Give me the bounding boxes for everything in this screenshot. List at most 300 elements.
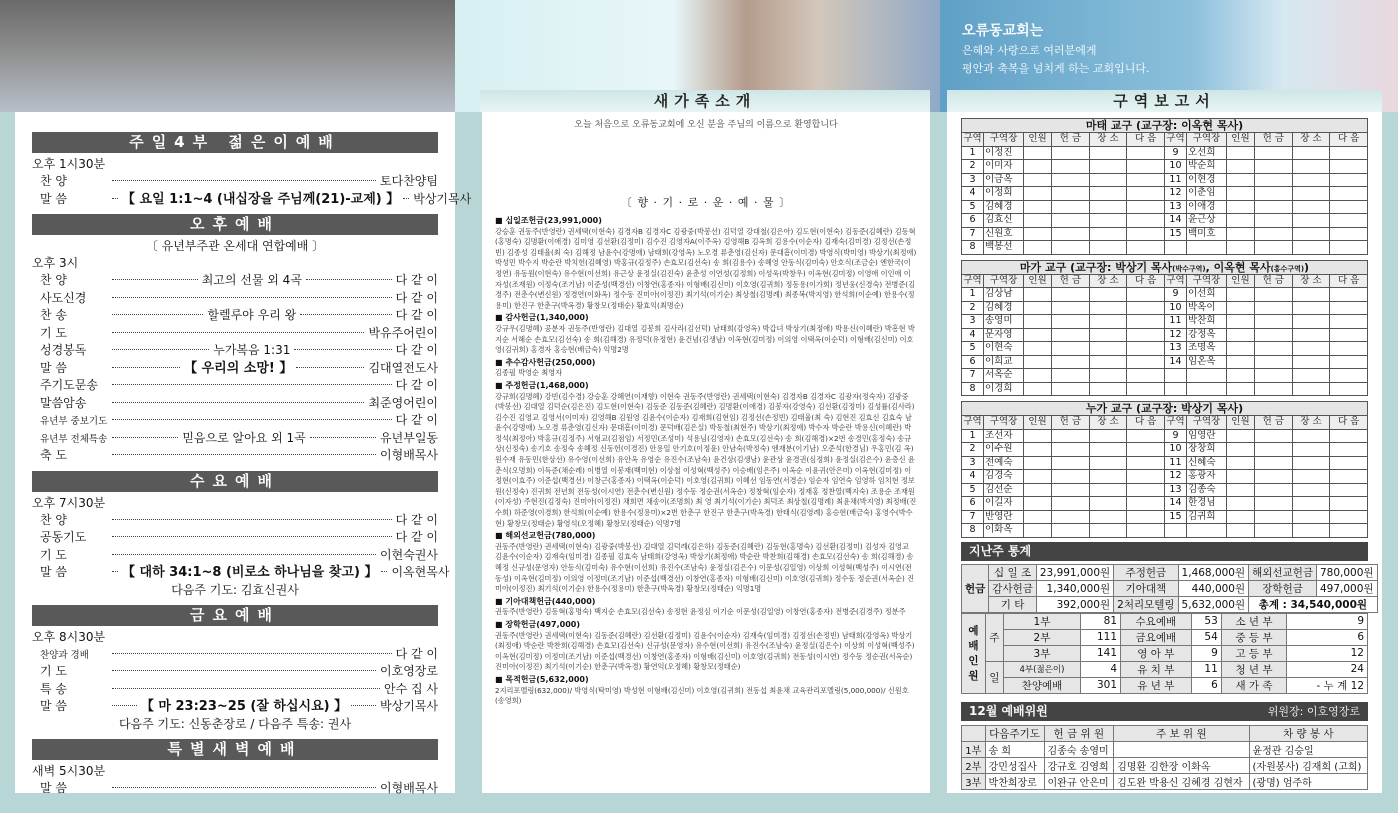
- column-header: 다 음: [1127, 133, 1165, 147]
- district-no: 7: [962, 227, 984, 241]
- district-leader: 김상남: [984, 288, 1024, 302]
- blank-cell: [1089, 328, 1127, 342]
- district-no: 11: [1164, 315, 1186, 329]
- blank-cell: [1226, 315, 1254, 329]
- blank-cell: [1254, 443, 1292, 457]
- blank-cell: [1127, 456, 1165, 470]
- blank-cell: [1052, 497, 1090, 511]
- district-leader: 김귀희: [1186, 510, 1226, 524]
- district-leader: 이현경: [1186, 173, 1226, 187]
- blank-cell: [1254, 497, 1292, 511]
- district-leader: 조선자: [984, 429, 1024, 443]
- blank-cell: [1024, 429, 1052, 443]
- church-title: 오류동교회는: [962, 23, 1044, 39]
- blank-cell: [1052, 187, 1090, 201]
- offering-names: 권동주(반영란) 김동혁(홍명숙) 백지순 손효모(김선숙) 송정현 윤정심 이기순 이문성(김일영) 이창연(홍종자) 전병준(김경주) 정분주: [495, 607, 906, 617]
- district-row: [962, 200, 1368, 214]
- dot-leader: [112, 705, 137, 706]
- blank-cell: [1052, 315, 1090, 329]
- money-row: [962, 580, 1378, 596]
- district-leader: 김효신: [984, 214, 1024, 228]
- blank-cell: [1052, 470, 1090, 484]
- slogan-line-1: 은혜와 사랑으로 여러분에게: [962, 44, 1097, 57]
- committee-row: [962, 741, 1368, 757]
- committee-cell: [1114, 741, 1249, 757]
- committee-cell: (자원봉사) 김재희 (고희): [1249, 757, 1367, 773]
- friday-worship-title: 금요예배: [32, 605, 438, 626]
- blank-cell: [1089, 456, 1127, 470]
- district-leader: 김종숙: [1186, 483, 1226, 497]
- offering-names: 권동주(반영란) 권세택(이현숙) 김동준(김혜란) 김선환(김정미) 김윤수(이순자) 김재숙(임미경) 김정선(손정빈) 남태희(강영옥) 박상기(최정애) 박순란 박찬희(김해경) 손효모(김선숙) 신규성(문영자) 유수현(이선희) 유진수(조남숙) 윤정실(김은수) 이상희 이성혁(백성주) 이옥현(김미정) 이정미(조기남) 이준섭(백경선) 이창연(홍종자) 이형배(김신미) 이호영(김귀희) 전동성(이시연) 정수동 정순권(서옥순) 진미아(이정진) 최기석(이기순) 한춘구(박옥경) 황연익(오정혜) 황창모(정태순): [495, 630, 915, 672]
- committee-cell: 송 희: [985, 741, 1044, 757]
- blank-cell: [1089, 443, 1127, 457]
- district-no: 10: [1164, 160, 1186, 174]
- blank-cell: [1292, 173, 1330, 187]
- column-header: 다 음: [1330, 274, 1368, 288]
- column-header: 장 소: [1292, 416, 1330, 430]
- committee-cell: 강민성집사: [985, 757, 1044, 773]
- blank-cell: [1127, 301, 1165, 315]
- column-header: 헌 금: [1052, 133, 1090, 147]
- blank-cell: [1330, 510, 1368, 524]
- blank-cell: [1024, 227, 1052, 241]
- district-no: 7: [962, 510, 984, 524]
- district-no: 2: [962, 160, 984, 174]
- blank-cell: [1127, 369, 1165, 383]
- blank-cell: [1254, 483, 1292, 497]
- district-no: 4: [962, 328, 984, 342]
- blank-cell: [1127, 173, 1165, 187]
- blank-cell: [1024, 301, 1052, 315]
- order-label: 말 씀: [40, 780, 67, 795]
- order-item: 할렐루야 우리 왕: [207, 308, 297, 322]
- column-header: 구역: [1166, 133, 1185, 145]
- stat-label: 기아대책: [1114, 580, 1178, 596]
- district-no: 1: [962, 288, 984, 302]
- dot-leader: [296, 367, 364, 368]
- afternoon-subtitle: 〔 유년부주관 온세대 연합예배 〕: [145, 239, 325, 253]
- blank-cell: [1226, 214, 1254, 228]
- offering-category: ■ 추수감사헌금(250,000): [495, 357, 596, 367]
- district-leader: 신원호: [984, 227, 1024, 241]
- district-row: [962, 355, 1368, 369]
- district-row: [962, 227, 1368, 241]
- district-title-part: , 이옥현 목사: [1205, 260, 1271, 274]
- committee-header: 차 량 봉 사: [1249, 725, 1367, 741]
- blank-cell: [1226, 470, 1254, 484]
- district-row: [962, 146, 1368, 160]
- blank-cell: [1292, 187, 1330, 201]
- district-leader: 박순희: [1186, 160, 1226, 174]
- blank-cell: [1089, 429, 1127, 443]
- blank-cell: [1089, 382, 1127, 396]
- att-label: 고 등 부: [1221, 645, 1286, 661]
- att-value: 301: [1080, 677, 1120, 693]
- att-label: 3부: [1004, 645, 1081, 661]
- district-no: 7: [962, 369, 984, 383]
- blank-cell: [1089, 369, 1127, 383]
- order-label: 말씀암송: [40, 395, 87, 410]
- column-header: 구역: [1166, 274, 1185, 286]
- district-title: [961, 260, 1368, 274]
- column-header: 장 소: [1089, 274, 1127, 288]
- blank-cell: [1226, 355, 1254, 369]
- week-label-1: 주: [986, 613, 1004, 661]
- blank-cell: [1330, 483, 1368, 497]
- blank-cell: [1330, 524, 1368, 538]
- blank-cell: [1024, 382, 1052, 396]
- district-no: 8: [962, 241, 984, 255]
- blank-cell: [1254, 214, 1292, 228]
- offering-title: 〔 향 · 기 · 로 · 운 · 예 · 물 〕: [620, 196, 792, 209]
- district-leader: [1186, 241, 1226, 255]
- district-leader: [1186, 382, 1226, 396]
- district-leader: 홍광자: [1186, 470, 1226, 484]
- blank-cell: [1127, 497, 1165, 511]
- district-no: 8: [962, 524, 984, 538]
- order-row: [32, 377, 438, 395]
- blank-cell: [1024, 510, 1052, 524]
- blank-cell: [1226, 524, 1254, 538]
- district-leader: 이애경: [1186, 200, 1226, 214]
- district-leader: 조명옥: [1186, 342, 1226, 356]
- blank-cell: [1024, 328, 1052, 342]
- blank-cell: [1226, 200, 1254, 214]
- blank-cell: [1127, 429, 1165, 443]
- order-row: [32, 395, 438, 413]
- column-header: 구역: [1166, 416, 1185, 428]
- blank-cell: [1330, 301, 1368, 315]
- blank-cell: [1254, 524, 1292, 538]
- committee-cell: 1부: [962, 741, 986, 757]
- blank-cell: [1024, 187, 1052, 201]
- blank-cell: [1330, 288, 1368, 302]
- column-header: 다 음: [1330, 133, 1368, 147]
- blank-cell: [1089, 214, 1127, 228]
- blank-cell: [1226, 241, 1254, 255]
- blank-cell: [1052, 456, 1090, 470]
- column-header: 헌 금: [1254, 274, 1292, 288]
- district-no: 11: [1164, 173, 1186, 187]
- order-row: [32, 512, 438, 530]
- blank-cell: [1226, 483, 1254, 497]
- blank-cell: [1292, 146, 1330, 160]
- order-label: 주기도문송: [40, 378, 98, 392]
- blank-cell: [1292, 328, 1330, 342]
- offering-names: 강규우(김명혜) 공분자 권동주(반영란) 김대열 김봉희 김사라(김선덕) 남태희(강영옥) 박갑녀 박상기(최정애) 박용신(이혜란) 박흥현 박지순 서혜순 손효모(김선숙) 송 희(김해경) 유정덕(유정현) 윤건념(김생남) 이옥현(김미정) 이의영 이택옥(이순덕) 이형배(김신미) 이호영(김귀희) 홍경자 홍승현(배금숙) 익명2명: [495, 323, 915, 355]
- blank-cell: [1226, 369, 1254, 383]
- money-row: [962, 564, 1378, 580]
- order-person: 다 같 이: [395, 413, 438, 427]
- dot-leader: [112, 349, 209, 350]
- blank-cell: [1330, 382, 1368, 396]
- att-value: 11: [1191, 661, 1221, 677]
- att-value: 24: [1287, 661, 1368, 677]
- blank-cell: [1089, 227, 1127, 241]
- blank-cell: [1024, 470, 1052, 484]
- blank-cell: [1089, 315, 1127, 329]
- order-person: 다 같 이: [395, 308, 438, 322]
- column-header: 구역: [963, 416, 982, 428]
- column-header: 헌 금: [1254, 133, 1292, 147]
- blank-cell: [1254, 187, 1292, 201]
- order-row: [32, 191, 472, 209]
- dot-leader: [112, 279, 198, 280]
- blank-cell: [1127, 443, 1165, 457]
- blank-cell: [1330, 214, 1368, 228]
- dot-leader: [300, 314, 391, 315]
- blank-cell: [1127, 187, 1165, 201]
- district-leader: [1186, 524, 1226, 538]
- district-no: 13: [1164, 483, 1186, 497]
- blank-cell: [1330, 160, 1368, 174]
- dot-leader: [351, 705, 376, 706]
- blank-cell: [1127, 241, 1165, 255]
- district-leader: 김선순: [984, 483, 1024, 497]
- order-label: 유년부 중보기도: [40, 416, 108, 427]
- blank-cell: [1330, 241, 1368, 255]
- district-no: 4: [962, 470, 984, 484]
- blank-cell: [1254, 301, 1292, 315]
- order-label: 성경봉독: [40, 343, 87, 357]
- order-row: [32, 430, 438, 448]
- district-no: [1164, 524, 1186, 538]
- column-header: 헌 금: [1052, 416, 1090, 430]
- committee-cell: 윤정관 김승일: [1249, 741, 1367, 757]
- blank-cell: [1254, 369, 1292, 383]
- district-no: 1: [962, 429, 984, 443]
- attendance-row: [962, 645, 1368, 661]
- offering-category: ■ 목적헌금(5,632,000): [495, 674, 589, 684]
- district-row: [962, 328, 1368, 342]
- att-value: 54: [1191, 629, 1221, 645]
- blank-cell: [1024, 342, 1052, 356]
- column-header: 장 소: [1089, 133, 1127, 147]
- order-label: 찬 송: [40, 308, 67, 322]
- order-person: 다 같 이: [395, 273, 439, 287]
- district-leader: 박찬희: [1186, 315, 1226, 329]
- order-label: 사도신경: [40, 290, 87, 305]
- district-leader: 임영란: [1186, 429, 1226, 443]
- order-label: 찬 양: [40, 512, 67, 527]
- order-item: 【 대하 34:1~8 (비로소 하나님을 찾고) 】: [122, 565, 378, 580]
- dot-leader: [112, 519, 392, 520]
- committee-cell: 강규호 김영희: [1044, 757, 1114, 773]
- last-week-stats-title: 지난주 통계: [961, 542, 1368, 561]
- order-row: [32, 307, 438, 325]
- order-person: 토다찬양팀: [380, 174, 438, 188]
- blank-cell: [1292, 443, 1330, 457]
- blank-cell: [1254, 173, 1292, 187]
- dot-leader: [112, 419, 392, 420]
- stat-value: 1,468,000원: [1178, 564, 1249, 580]
- district-title-part: (박수구역): [1172, 264, 1206, 273]
- blank-cell: [1254, 456, 1292, 470]
- district-table: [961, 415, 1368, 538]
- district-leader: 이선희: [1186, 288, 1226, 302]
- committee-header: 헌 금 위 원: [1044, 725, 1114, 741]
- dot-leader: [310, 437, 376, 438]
- blank-cell: [1292, 369, 1330, 383]
- order-row: [32, 447, 438, 465]
- blank-cell: [1330, 355, 1368, 369]
- order-label: 말 씀: [40, 191, 67, 206]
- blank-cell: [1292, 200, 1330, 214]
- offering-names: 김종필 박영순 최영자: [495, 368, 563, 378]
- blank-cell: [1330, 173, 1368, 187]
- offering-stats-table: [961, 564, 1378, 613]
- district-no: 10: [1164, 443, 1186, 457]
- blank-cell: [1292, 342, 1330, 356]
- blank-cell: [1052, 160, 1090, 174]
- blank-cell: [1330, 187, 1368, 201]
- week-label-2: 일: [986, 661, 1004, 693]
- order-person: 김대열전도사: [368, 360, 439, 375]
- blank-cell: [1330, 470, 1368, 484]
- blank-cell: [1089, 524, 1127, 538]
- blank-cell: [1089, 510, 1127, 524]
- blank-cell: [1127, 315, 1165, 329]
- blank-cell: [1024, 146, 1052, 160]
- blank-cell: [1226, 328, 1254, 342]
- dot-leader: [112, 554, 376, 555]
- att-label: 유 치 부: [1121, 661, 1192, 677]
- blank-cell: [1052, 524, 1090, 538]
- column-header: 구역: [963, 133, 982, 145]
- committee-cell: 2부: [962, 757, 986, 773]
- blank-cell: [1330, 369, 1368, 383]
- afternoon-time: 오후 3시: [32, 256, 79, 270]
- district-no: 15: [1164, 510, 1186, 524]
- att-value: 81: [1080, 613, 1120, 629]
- blank-cell: [1127, 214, 1165, 228]
- stat-label: 해외선교헌금: [1249, 564, 1317, 580]
- blank-cell: [1127, 200, 1165, 214]
- district-no: 9: [1164, 429, 1186, 443]
- stat-value: 497,000원: [1317, 580, 1378, 596]
- blank-cell: [1254, 315, 1292, 329]
- blank-cell: [1024, 241, 1052, 255]
- order-label: 말 씀: [40, 565, 67, 579]
- blank-cell: [1226, 429, 1254, 443]
- blank-cell: [1024, 497, 1052, 511]
- dot-leader: [381, 571, 387, 572]
- dot-leader: [112, 402, 364, 403]
- blank-cell: [1089, 200, 1127, 214]
- blank-cell: [1024, 160, 1052, 174]
- offering-list: [495, 216, 917, 707]
- wednesday-worship-title: 수요예배: [32, 471, 438, 492]
- column-header: 구역: [963, 274, 982, 286]
- column-header: 인원: [1024, 274, 1052, 288]
- offering-category: ■ 십일조헌금(23,991,000): [495, 216, 602, 225]
- column-header: 헌 금: [1052, 274, 1090, 288]
- district-leader: 강정옥: [1186, 328, 1226, 342]
- order-person: 이형배목사: [380, 448, 438, 462]
- blank-cell: [1226, 443, 1254, 457]
- attendance-stats-table: [961, 613, 1368, 694]
- district-leader: 이경희: [984, 382, 1024, 396]
- district-row: [962, 497, 1368, 511]
- blank-cell: [1052, 382, 1090, 396]
- district-no: 3: [962, 173, 984, 187]
- blank-cell: [1024, 524, 1052, 538]
- district-no: 6: [962, 214, 984, 228]
- att-label: 소 년 부: [1221, 613, 1286, 629]
- column-header: 다 음: [1127, 274, 1165, 288]
- wednesday-time: 오후 7시30분: [32, 495, 106, 510]
- blank-cell: [1089, 497, 1127, 511]
- blank-cell: [1292, 524, 1330, 538]
- district-no: [1164, 241, 1186, 255]
- district-leader: 이화옥: [984, 524, 1024, 538]
- blank-cell: [1052, 443, 1090, 457]
- stat-label: 기 타: [989, 596, 1037, 612]
- blank-cell: [1024, 483, 1052, 497]
- district-leader: 이금옥: [984, 173, 1024, 187]
- dot-leader: [294, 349, 391, 350]
- blank-cell: [1089, 342, 1127, 356]
- district-leader: 이길자: [984, 497, 1024, 511]
- att-value: 141: [1080, 645, 1120, 661]
- committee-table: [961, 725, 1368, 790]
- column-header: 구역장: [984, 416, 1024, 430]
- blank-cell: [1052, 227, 1090, 241]
- blank-cell: [1254, 288, 1292, 302]
- att-label: 금요예배: [1121, 629, 1192, 645]
- column-header: 인원: [1024, 133, 1052, 147]
- district-no: [1164, 369, 1186, 383]
- blank-cell: [1052, 355, 1090, 369]
- district-row: [962, 241, 1368, 255]
- district-no: 5: [962, 200, 984, 214]
- blank-cell: [1024, 200, 1052, 214]
- district-row: [962, 382, 1368, 396]
- order-row: [32, 564, 450, 582]
- district-leader: 전예숙: [984, 456, 1024, 470]
- blank-cell: [1052, 510, 1090, 524]
- column-header: 구역장: [1186, 133, 1226, 147]
- district-leader: 반영란: [984, 510, 1024, 524]
- attendance-row: [962, 613, 1368, 629]
- blank-cell: [1254, 510, 1292, 524]
- offering-category: ■ 감사헌금(1,340,000): [495, 313, 589, 323]
- blank-cell: [1254, 241, 1292, 255]
- money-row: [962, 596, 1378, 612]
- district-leader: 윤근상: [1186, 214, 1226, 228]
- slogan-line-2: 평안과 축복을 넘치게 하는 교회입니다.: [962, 62, 1150, 75]
- att-label: 영 아 부: [1121, 645, 1192, 661]
- order-item: 믿음으로 알아요 외 1곡: [182, 430, 306, 445]
- order-row: [32, 646, 438, 664]
- district-leader: 서옥순: [984, 369, 1024, 383]
- offering-names: 강규희(김명혜) 강빈(김수경) 강승훈 강혜연(이재향) 이현숙 권동주(반영란) 권세택(이현숙) 김경자B 김경자C 김광자(정숙자) 김광중(박봉선) 김대열 김덕순(김은진) 김도현(이현숙) 김동준 김동준(김혜란) 김명환(이애경) 김봉자(강영숙) 김선환(김정미) 김성률(김사라) 김수진 김영교 김영서(이미자) 김영해B 김원영 김윤수(이순자) 김재희(김현임) 김정선(손정빈) 김태율(최 숙) 김현진 김효신 김효숙 남윤수(강명애) 노오경 류춘영(김신자) 문대흠(이미경) 문덕배(김은실) 박동철(최현주) 박상기(최정애) 박수자 박순란 박용신(이혜란) 박정석(최정아) 박홍규(김정주) 서형교(김점임) 서정민(조성미) 석용님(김영자) 손효모(김선숙) 송 희(김해경)×2번 송경민(홍정숙) 송규상(신정숙) 송기호 송정숙 송혜정 신동헌(이경진) 안용일 안기호(이정윤) 안남숙(박정숙) 엔재분(이기남) 오준석(한경님) 우홍민(김 옥) 원수재 유동민(한상선) 유수영(이선희) 유안옥 유영순 유진수(조남숙) 윤건상(김생남) 윤관상 윤경권(심정희) 윤정실(김은수) 윤층신 윤춘식(오명희) 이득준(채순례) 이병열 이봉재(백미현) 이상철 이성혁(백성주) 이승배(임은주) 이옥순 이윤귀(안은미) 이옥현(김미정) 이정현(이효주) 이준섭(백경선) 이창근(홍종자) 이택옥(이순덕) 이호영(김귀희) 이혜선 임동연(서경순) 임순자 임연숙 임영하 임치현 정보원(신정숙) 진귀희 전년희 전동성(이시연) 전춘수(변신원) 정수동 정순권(서옥순) 정창혁(임순자) 정재홍 정찬열(백지숙) 조용순 조재원(이자성) 주현진(김정숙) 진미아(이정진) 채희면 채송이(조명희) 최 영 최기석(이기순) 최덕조 최상철(김명례) 최윤채(박지영) 최정배(진수희) 하준영(이경희) 한석희(이순예) 한용수(정용미)×2번 한춘구 한진구 한춘구(박옥경) 한태식(김영례) 홍승현(배금숙) 홍영수(박수현) 황창모(정태순) 황영석(오정혜) 황창모(정태순) 익명7명: [495, 391, 917, 528]
- blank-cell: [1052, 483, 1090, 497]
- order-row: [32, 698, 438, 716]
- order-row: [32, 272, 438, 290]
- order-person: 최준영어린이: [368, 395, 438, 410]
- column-header: 다 음: [1330, 416, 1368, 430]
- blank-cell: [1089, 483, 1127, 497]
- district-no: 4: [962, 187, 984, 201]
- blank-cell: [1254, 355, 1292, 369]
- blank-cell: [1127, 328, 1165, 342]
- blank-cell: [1127, 288, 1165, 302]
- dot-leader: [112, 437, 178, 438]
- column-header: 헌 금: [1254, 416, 1292, 430]
- column-header: 구역장: [1186, 274, 1226, 288]
- district-no: 10: [1164, 301, 1186, 315]
